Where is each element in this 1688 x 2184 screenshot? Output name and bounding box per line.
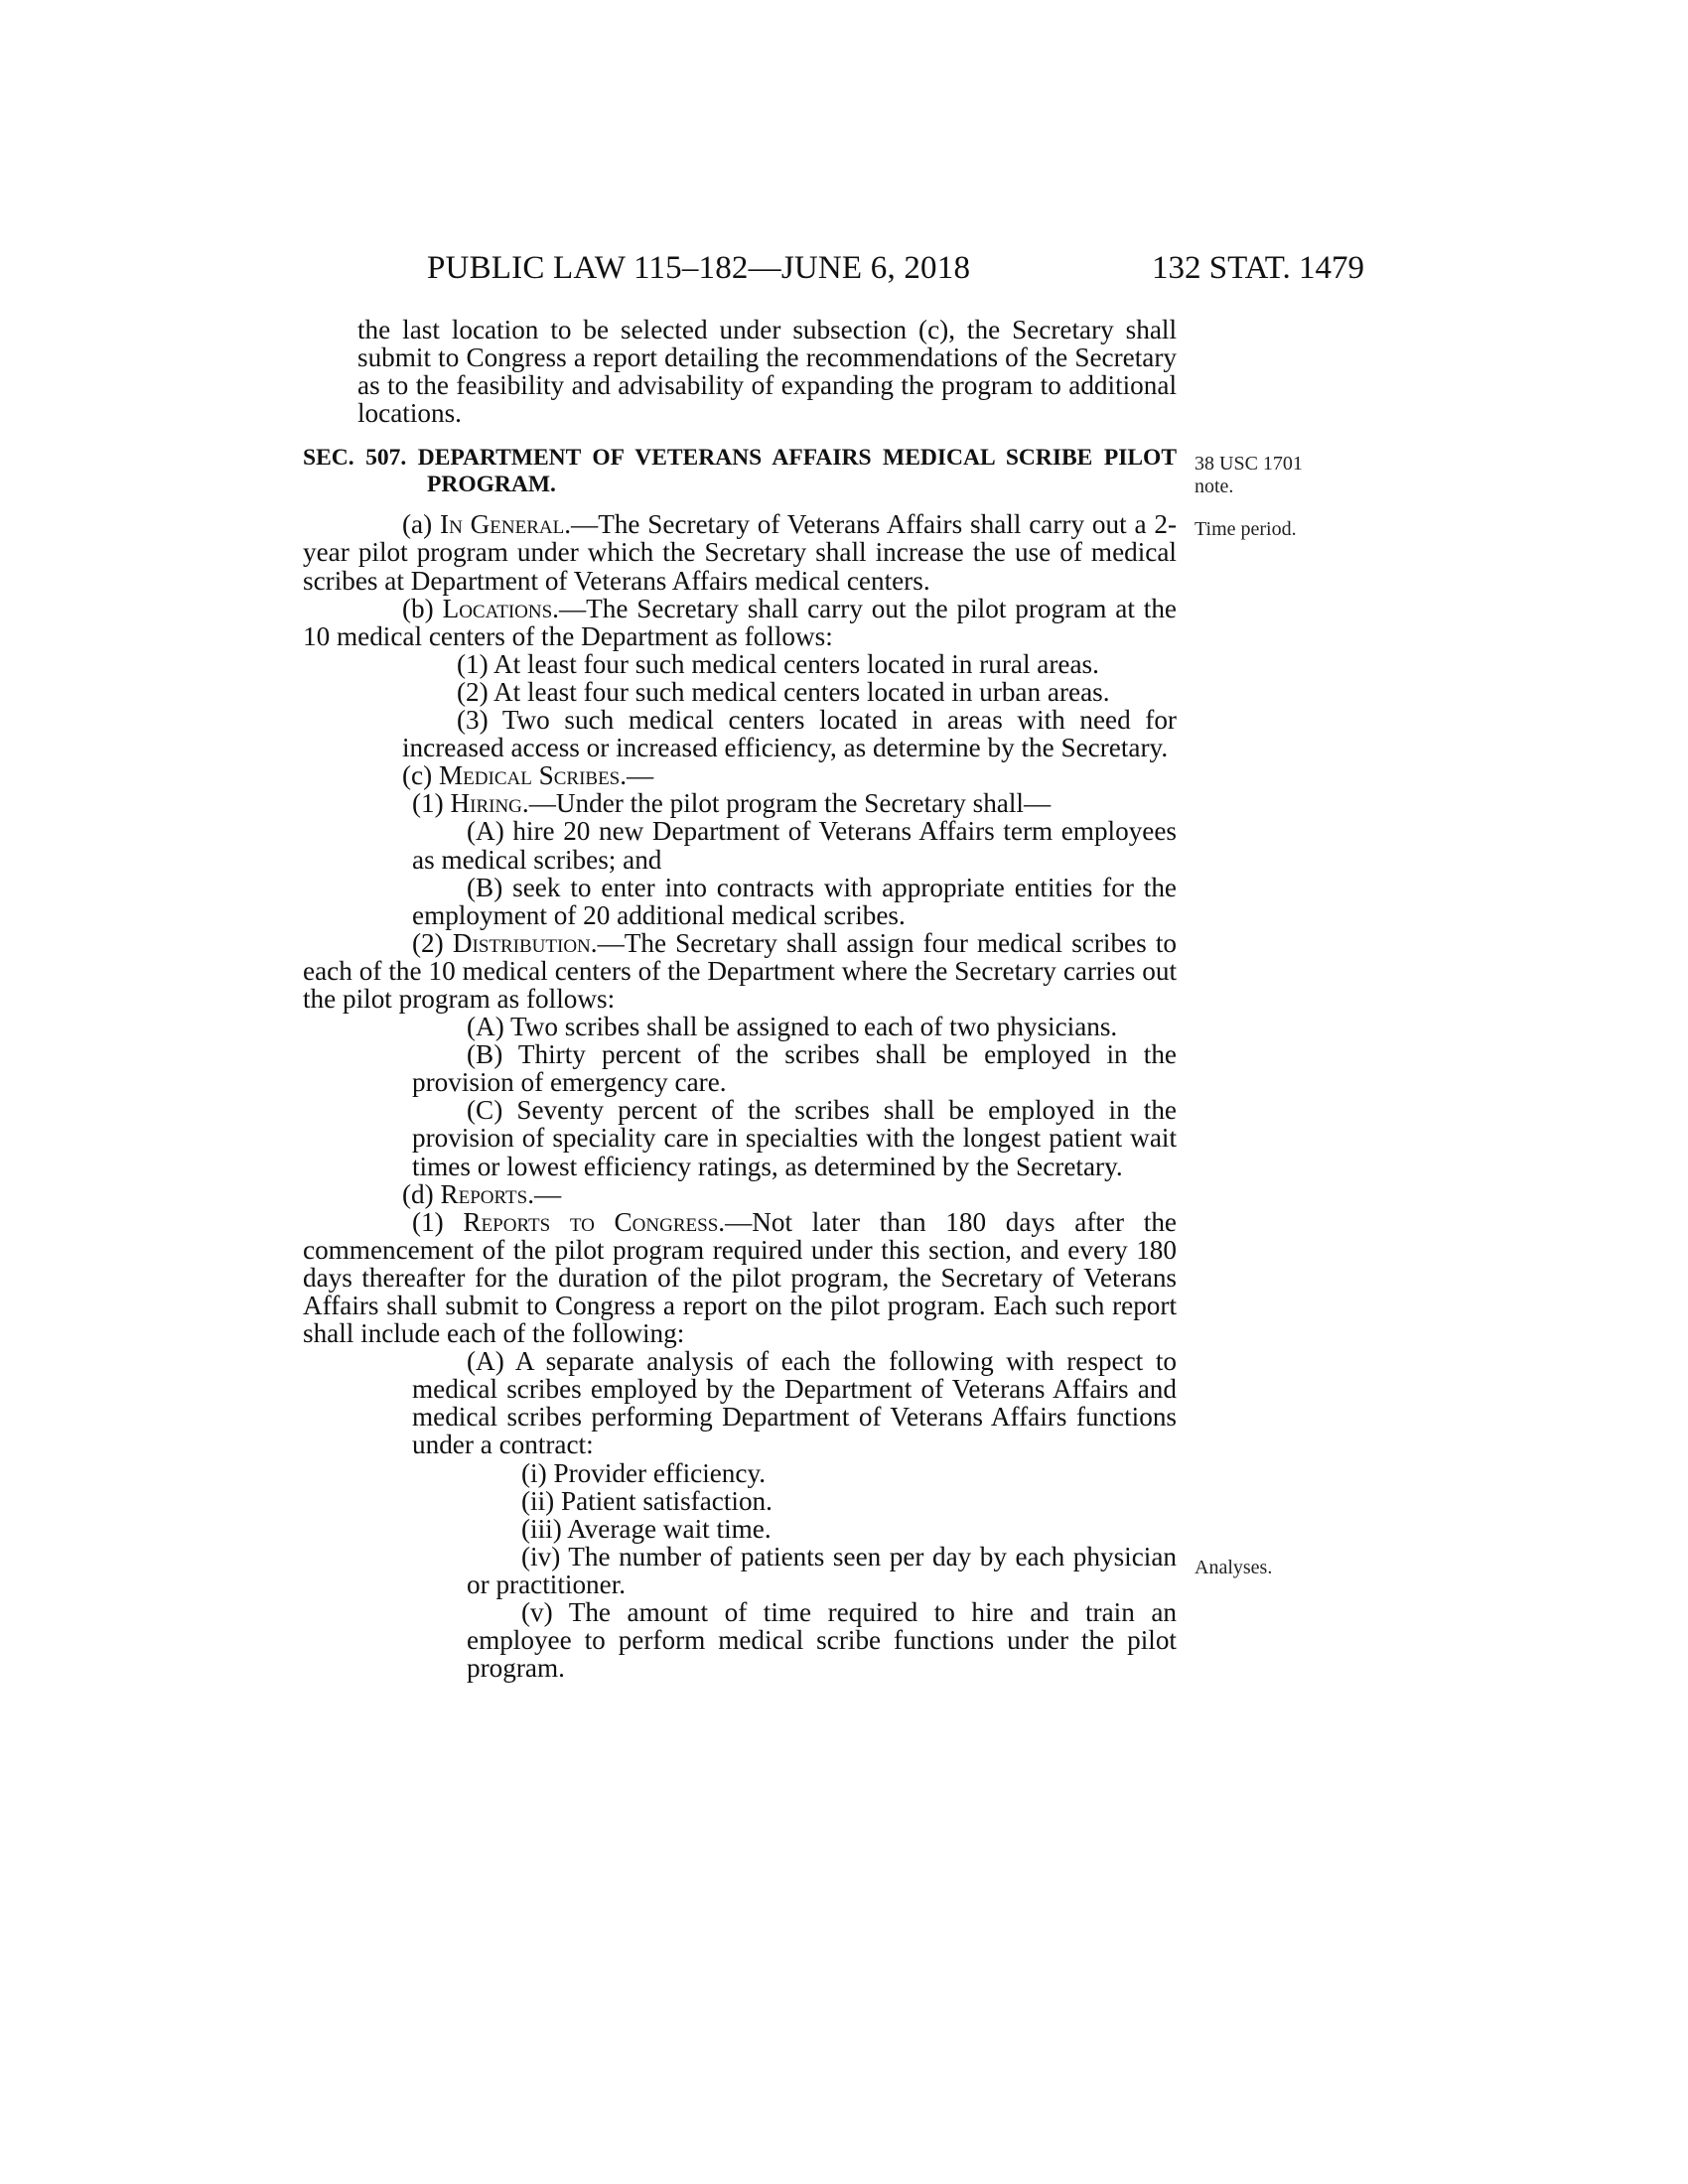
margin-note-time-period: Time period. (1195, 518, 1297, 540)
item-d-1-a-i: (i) Provider efficiency. (521, 1457, 767, 1488)
paragraph-d-1-label: (1) (412, 1206, 464, 1237)
subsection-b-item-2: (2) At least four such medical centers located in urban areas. (457, 676, 1110, 707)
subsection-a-caption: In General (440, 509, 565, 540)
paragraph-d-1 (303, 1208, 1177, 1347)
paragraph-c-1-caption: Hiring (450, 788, 522, 819)
subsection-d-caption: Reports (440, 1178, 528, 1209)
running-header-right: 132 STAT. 1479 (1152, 250, 1365, 286)
paragraph-c-1-label: (1) (412, 788, 451, 819)
subsection-a-label: (a) (402, 509, 441, 540)
paragraph-c-2-caption: Distribution (452, 927, 591, 958)
paragraph-c-1-text: .—Under the pilot program the Secretary shall— (521, 788, 1052, 819)
subsection-b-item-3: (3) Two such medical centers located in areas with need for increased access or increased efficiency, as determine by the Secretary. (402, 705, 1177, 763)
subsection-d-text: .— (527, 1178, 562, 1209)
subsection-b (303, 595, 1177, 650)
margin-note-citation (1195, 453, 1373, 498)
citation-line-1: 38 USC 1701 (1195, 453, 1303, 475)
clause-c-1-a: (A) hire 20 new Department of Veterans Affairs term employees as medical scribes; and (412, 816, 1177, 875)
item-d-1-a-v: (v) The amount of time required to hire and train an employee to perform medical scribe functions under the pilot program. (467, 1597, 1177, 1684)
continued-paragraph: the last location to be selected under subsection (c), the Secretary shall submit to Congress a report detailing the recommendations of the Secretary as to the feasibility and advisability of expanding the program to additional locations. (357, 315, 1177, 429)
clause-c-2-b: (B) Thirty percent of the scribes shall be employed in the provision of emergency care. (412, 1039, 1177, 1098)
item-d-1-a-ii: (ii) Patient satisfaction. (521, 1485, 773, 1516)
running-header-left: PUBLIC LAW 115–182—JUNE 6, 2018 (427, 250, 971, 286)
subsection-d-label: (d) (402, 1178, 441, 1209)
subsection-c-text: .— (620, 760, 654, 791)
paragraph-c-2-label: (2) (412, 927, 453, 958)
paragraph-d-1-caption: Reports to Congress (463, 1206, 719, 1237)
subsection-b-text: .—The Secretary shall carry out the pilot program at the 10 medical centers of the Department as follows: (303, 593, 1177, 651)
margin-note-analyses: Analyses. (1195, 1557, 1273, 1578)
clause-d-1-a: (A) A separate analysis of each the following with respect to medical scribes employed by the Department of Veterans Affairs and medical scribes performing Department of Veterans Affairs functions under a contract: (412, 1346, 1177, 1460)
subsection-b-label: (b) (402, 593, 443, 623)
document-body (303, 316, 1177, 1682)
subsection-a-text: .—The Secretary of Veterans Affairs shall carry out a 2-year pilot program under which the Secretary shall increase the use of medical scribes at Department of Veterans Affairs medical centers. (303, 509, 1178, 596)
paragraph-c-2-text: .—The Secretary shall assign four medical scribes to each of the 10 medical centers of the Department where the Secretary carries out the pilot program as follows: (303, 927, 1178, 1014)
subsection-b-caption: Locations (442, 593, 553, 623)
citation-line-2: note. (1195, 476, 1234, 497)
subsection-c (303, 761, 1177, 789)
subsection-c-label: (c) (402, 760, 439, 791)
subsection-b-item-1: (1) At least four such medical centers located in rural areas. (457, 648, 1099, 679)
subsection-d (303, 1180, 1177, 1208)
paragraph-c-2 (303, 929, 1177, 1013)
paragraph-c-1 (303, 789, 1177, 817)
subsection-a (303, 510, 1177, 594)
section-heading: SEC. 507. DEPARTMENT OF VETERANS AFFAIRS MEDICAL SCRIBE PILOT PROGRAM. (303, 445, 1177, 498)
paragraph-d-1-text: .—Not later than 180 days after the commencement of the pilot program required under this section, and every 180 days thereafter for the duration of the pilot program, the Secretary of Veterans Affairs shall submit to Congress a report on the pilot program. Each such report shall include each of the following: (303, 1206, 1177, 1349)
clause-c-2-a: (A) Two scribes shall be assigned to each of two physicians. (467, 1012, 1118, 1042)
item-d-1-a-iii: (iii) Average wait time. (521, 1513, 772, 1544)
subsection-c-caption: Medical Scribes (438, 760, 621, 791)
item-d-1-a-iv: (iv) The number of patients seen per day by each physician or practitioner. (467, 1541, 1177, 1599)
clause-c-1-b: (B) seek to enter into contracts with appropriate entities for the employment of 20 additional medical scribes. (412, 872, 1177, 930)
clause-c-2-c: (C) Seventy percent of the scribes shall be employed in the provision of speciality care in specialties with the longest patient wait times or lowest efficiency ratings, as determined by the Secretary. (412, 1095, 1177, 1181)
